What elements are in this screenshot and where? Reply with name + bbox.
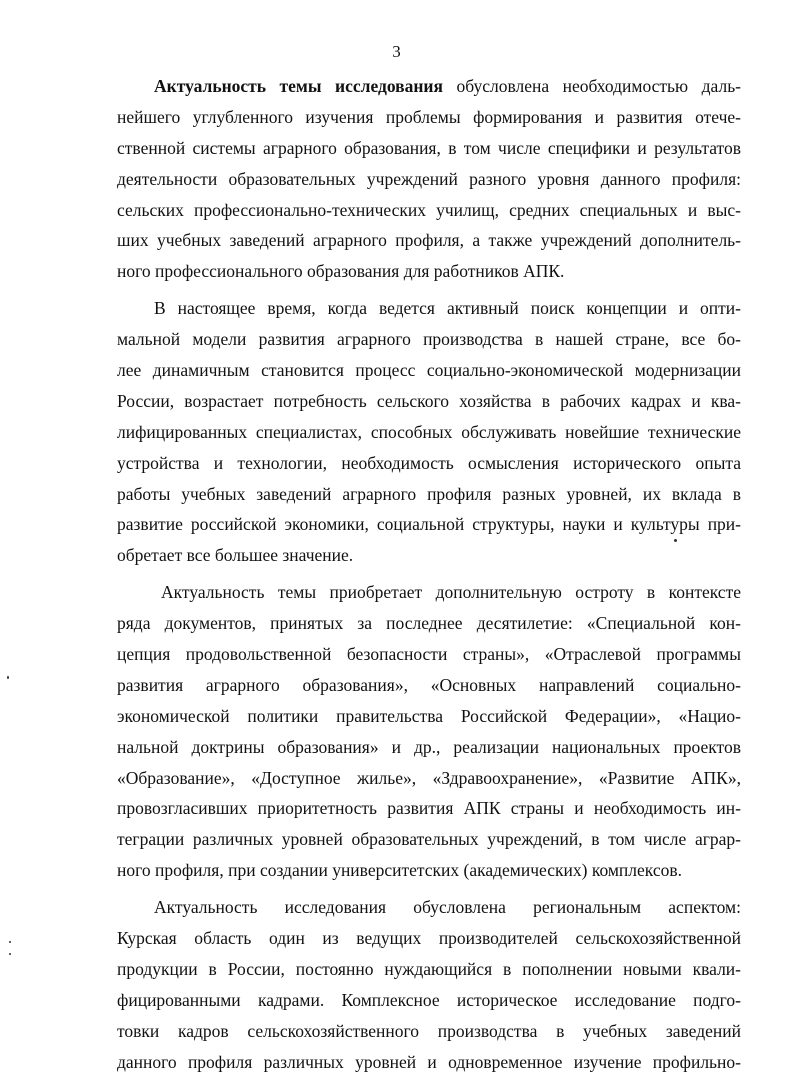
text-line: теграции различных уровней образовательных учреждений, в том числе аграр-: [117, 829, 741, 850]
text-line: ших учебных заведений аграрного профиля, а также учреждений дополнитель-: [117, 230, 741, 251]
bold-heading-phrase: Актуальность темы исследования: [154, 76, 443, 96]
text-line: фицированными кадрами. Комплексное историческое исследование подго-: [117, 989, 741, 1010]
scan-speck: [9, 941, 11, 943]
paragraph-current-time: [117, 293, 741, 571]
text-line: ственной системы аграрного образования, в том числе специфики и результатов: [117, 137, 741, 158]
text-line: обретает все большее значение.: [117, 545, 354, 566]
text-line: Актуальность темы приобретает дополнительную остроту в контексте: [161, 582, 741, 603]
text-line: товки кадров сельскохозяйственного производства в учебных заведений: [117, 1020, 741, 1041]
text-line: Курская область один из ведущих производителей сельскохозяйственной: [117, 928, 741, 949]
text-line: сельских профессионально-технических училищ, средних специальных и выс-: [117, 199, 741, 220]
text-line: Актуальность исследования обусловлена региональным аспектом:: [154, 897, 741, 918]
text-line: провозгласивших приоритетность развития АПК страны и необходимость ин-: [117, 798, 741, 819]
paragraph-relevance: [117, 71, 741, 287]
text-line: работы учебных заведений аграрного профиля разных уровней, их вклада в: [117, 483, 741, 504]
text-line: развитие российской экономики, социальной структуры, науки и культуры при-: [117, 514, 741, 535]
scan-speck: [9, 953, 11, 955]
text-line: нейшего углубленного изучения проблемы формирования и развития отече-: [117, 106, 741, 127]
text-line: Актуальность темы исследования обусловлена необходимостью даль-: [154, 76, 741, 96]
text-line: цепция продовольственной безопасности страны», «Отраслевой программы: [117, 644, 741, 665]
document-body: [117, 71, 741, 1078]
text-line: мальной модели развития аграрного производства в нашей стране, все бо-: [117, 329, 741, 350]
text-line: деятельности образовательных учреждений разного уровня данного профиля:: [117, 168, 741, 189]
text-line: продукции в России, постоянно нуждающийся в пополнении новыми квали-: [117, 958, 741, 979]
text-line: лифицированных специалистах, способных обслуживать новейшие технические: [117, 421, 741, 442]
text-line: развития аграрного образования», «Основных направлений социально-: [117, 674, 741, 695]
text-line: нальной доктрины образования» и др., реализации национальных проектов: [117, 736, 741, 757]
text-line: «Образование», «Доступное жилье», «Здравоохранение», «Развитие АПК»,: [117, 767, 741, 788]
text-line: лее динамичным становится процесс социально-экономической модернизации: [117, 360, 741, 381]
scan-speck: [674, 539, 677, 542]
text-line: данного профиля различных уровней и одновременное изучение профильно-: [117, 1051, 741, 1072]
text-line: России, возрастает потребность сельского хозяйства в рабочих кадрах и ква-: [117, 390, 741, 411]
page-number: 3: [392, 42, 401, 61]
text-line: ного профессионального образования для работников АПК.: [117, 261, 565, 282]
paragraph-documents: [117, 577, 741, 886]
scan-speck: [7, 676, 9, 679]
text-line: ного профиля, при создании университетских (академических) комплексов.: [117, 860, 683, 881]
text-line: экономической политики правительства Российской Федерации», «Нацио-: [117, 705, 741, 726]
text-line: устройства и технологии, необходимость осмысления исторического опыта: [117, 452, 741, 473]
text-line: ряда документов, принятых за последнее десятилетие: «Специальной кон-: [117, 613, 741, 634]
text-line: В настоящее время, когда ведется активный поиск концепции и опти-: [154, 298, 741, 319]
paragraph-regional: [117, 892, 741, 1077]
